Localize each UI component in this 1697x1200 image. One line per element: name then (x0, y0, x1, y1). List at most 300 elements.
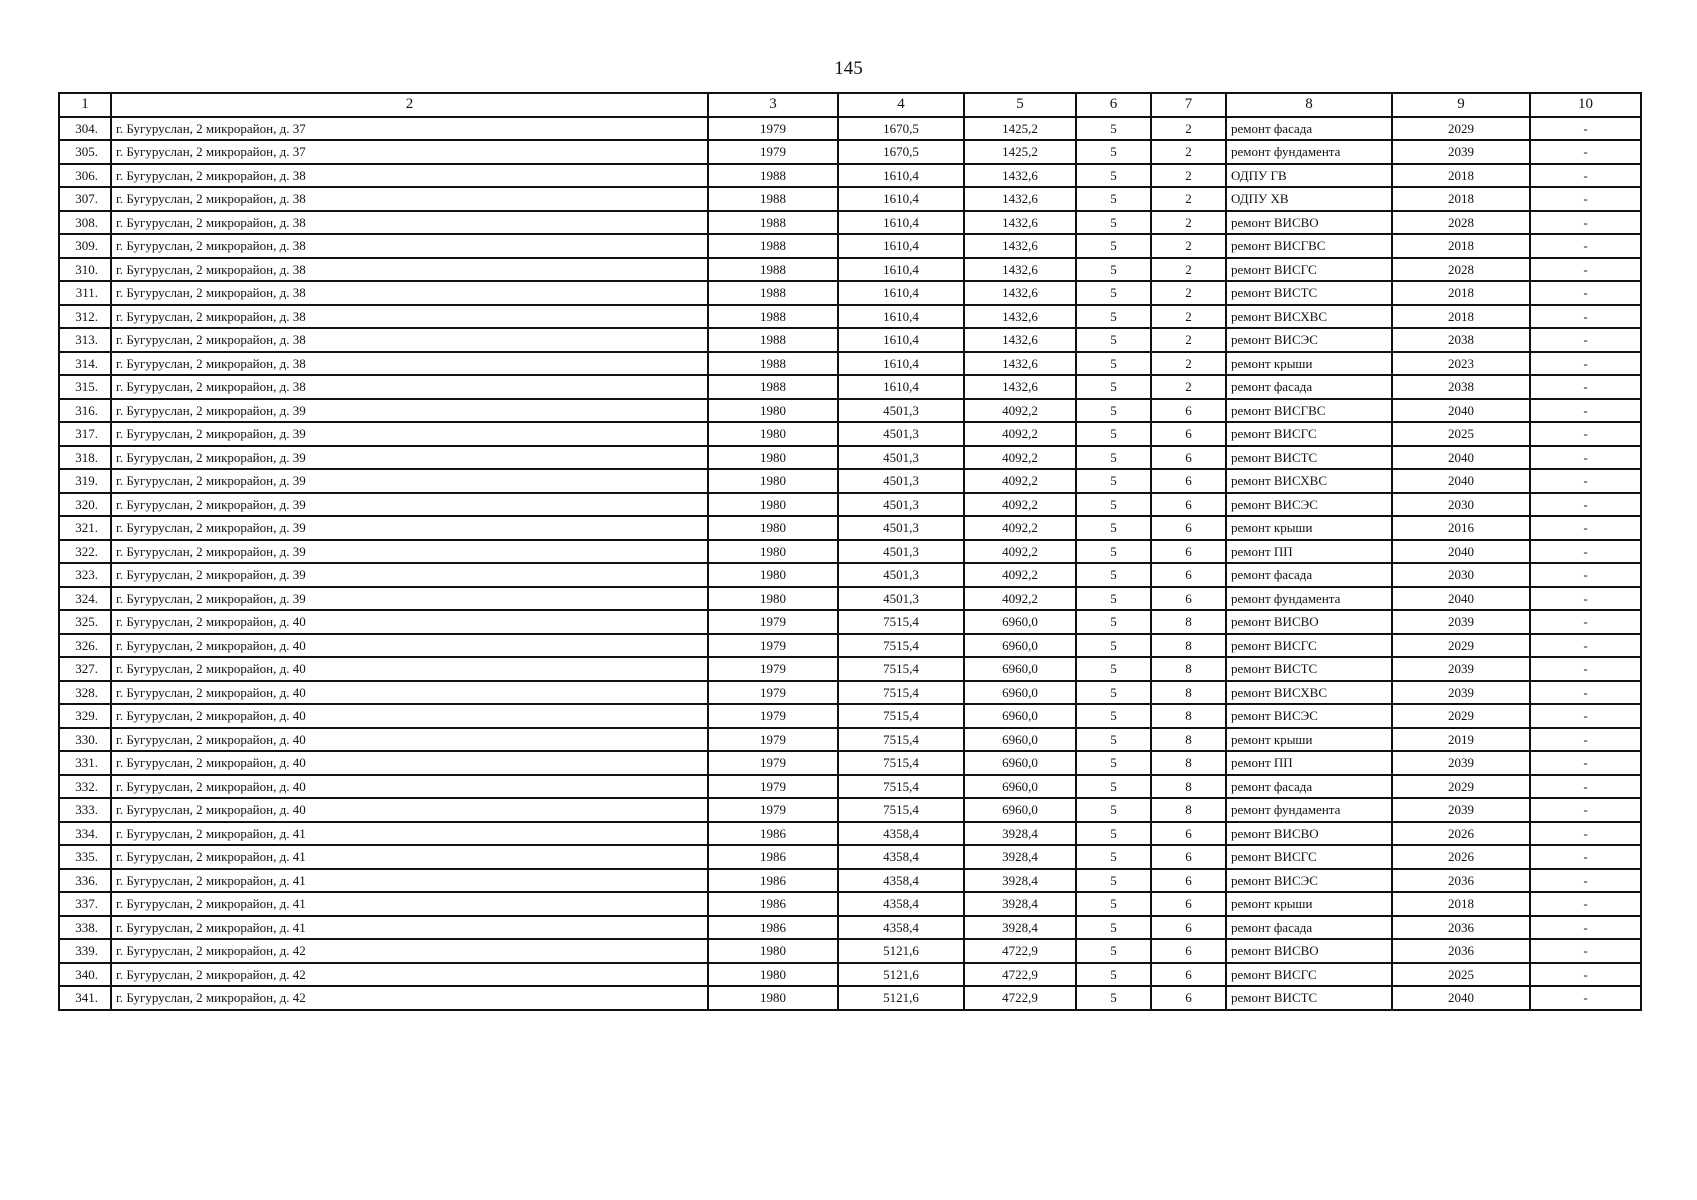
living-area-cell: 6960,0 (964, 704, 1076, 728)
work-type-cell: ремонт ВИСГС (1226, 963, 1392, 987)
note-cell: - (1530, 469, 1641, 493)
table-row (59, 869, 1641, 893)
total-area-cell: 4501,3 (838, 399, 964, 423)
year-cell: 1980 (708, 540, 838, 564)
row-number-cell: 312. (59, 305, 111, 329)
row-number-cell: 316. (59, 399, 111, 423)
address-cell: г. Бугуруслан, 2 микрорайон, д. 39 (111, 563, 708, 587)
work-type-cell: ремонт ВИСВО (1226, 822, 1392, 846)
total-area-cell: 1610,4 (838, 328, 964, 352)
work-type-cell: ремонт ВИСХВС (1226, 469, 1392, 493)
work-type-cell: ремонт ВИСГВС (1226, 234, 1392, 258)
floors-cell: 5 (1076, 516, 1151, 540)
living-area-cell: 1432,6 (964, 305, 1076, 329)
note-cell: - (1530, 540, 1641, 564)
living-area-cell: 1432,6 (964, 328, 1076, 352)
table-row (59, 563, 1641, 587)
year-cell: 1980 (708, 446, 838, 470)
note-cell: - (1530, 728, 1641, 752)
entrances-cell: 6 (1151, 563, 1226, 587)
year-cell: 1988 (708, 234, 838, 258)
floors-cell: 5 (1076, 963, 1151, 987)
header-cell: 4 (838, 93, 964, 117)
living-area-cell: 6960,0 (964, 610, 1076, 634)
work-type-cell: ОДПУ ХВ (1226, 187, 1392, 211)
total-area-cell: 4501,3 (838, 446, 964, 470)
row-number-cell: 307. (59, 187, 111, 211)
address-cell: г. Бугуруслан, 2 микрорайон, д. 41 (111, 822, 708, 846)
note-cell: - (1530, 587, 1641, 611)
year-planned-cell: 2039 (1392, 798, 1530, 822)
note-cell: - (1530, 845, 1641, 869)
work-type-cell: ремонт крыши (1226, 728, 1392, 752)
note-cell: - (1530, 375, 1641, 399)
table-row (59, 681, 1641, 705)
note-cell: - (1530, 657, 1641, 681)
row-number-cell: 339. (59, 939, 111, 963)
row-number-cell: 337. (59, 892, 111, 916)
note-cell: - (1530, 963, 1641, 987)
total-area-cell: 1610,4 (838, 211, 964, 235)
note-cell: - (1530, 140, 1641, 164)
year-planned-cell: 2040 (1392, 446, 1530, 470)
work-type-cell: ремонт ВИСЭС (1226, 328, 1392, 352)
floors-cell: 5 (1076, 751, 1151, 775)
entrances-cell: 2 (1151, 211, 1226, 235)
total-area-cell: 4358,4 (838, 916, 964, 940)
floors-cell: 5 (1076, 305, 1151, 329)
year-cell: 1986 (708, 869, 838, 893)
year-planned-cell: 2038 (1392, 375, 1530, 399)
row-number-cell: 311. (59, 281, 111, 305)
year-planned-cell: 2025 (1392, 422, 1530, 446)
living-area-cell: 4722,9 (964, 963, 1076, 987)
address-cell: г. Бугуруслан, 2 микрорайон, д. 40 (111, 798, 708, 822)
entrances-cell: 8 (1151, 798, 1226, 822)
work-type-cell: ремонт фундамента (1226, 798, 1392, 822)
work-type-cell: ОДПУ ГВ (1226, 164, 1392, 188)
entrances-cell: 8 (1151, 681, 1226, 705)
address-cell: г. Бугуруслан, 2 микрорайон, д. 40 (111, 775, 708, 799)
row-number-cell: 310. (59, 258, 111, 282)
work-type-cell: ремонт ВИСТС (1226, 657, 1392, 681)
row-number-cell: 317. (59, 422, 111, 446)
table-row (59, 963, 1641, 987)
entrances-cell: 2 (1151, 328, 1226, 352)
entrances-cell: 2 (1151, 375, 1226, 399)
living-area-cell: 4092,2 (964, 446, 1076, 470)
entrances-cell: 6 (1151, 516, 1226, 540)
table-row (59, 751, 1641, 775)
work-type-cell: ремонт ВИСХВС (1226, 305, 1392, 329)
year-planned-cell: 2026 (1392, 822, 1530, 846)
work-type-cell: ремонт ВИСТС (1226, 281, 1392, 305)
note-cell: - (1530, 164, 1641, 188)
entrances-cell: 2 (1151, 140, 1226, 164)
year-cell: 1988 (708, 187, 838, 211)
table-row (59, 610, 1641, 634)
floors-cell: 5 (1076, 986, 1151, 1010)
year-cell: 1986 (708, 845, 838, 869)
table-body (59, 117, 1641, 1010)
living-area-cell: 1432,6 (964, 258, 1076, 282)
row-number-cell: 341. (59, 986, 111, 1010)
living-area-cell: 4092,2 (964, 563, 1076, 587)
floors-cell: 5 (1076, 892, 1151, 916)
work-type-cell: ремонт ВИСЭС (1226, 869, 1392, 893)
address-cell: г. Бугуруслан, 2 микрорайон, д. 38 (111, 187, 708, 211)
address-cell: г. Бугуруслан, 2 микрорайон, д. 42 (111, 963, 708, 987)
entrances-cell: 8 (1151, 704, 1226, 728)
note-cell: - (1530, 681, 1641, 705)
floors-cell: 5 (1076, 540, 1151, 564)
floors-cell: 5 (1076, 446, 1151, 470)
header-cell: 3 (708, 93, 838, 117)
year-cell: 1979 (708, 728, 838, 752)
row-number-cell: 328. (59, 681, 111, 705)
entrances-cell: 6 (1151, 939, 1226, 963)
entrances-cell: 6 (1151, 845, 1226, 869)
table-row (59, 305, 1641, 329)
entrances-cell: 6 (1151, 399, 1226, 423)
year-planned-cell: 2029 (1392, 775, 1530, 799)
note-cell: - (1530, 234, 1641, 258)
address-cell: г. Бугуруслан, 2 микрорайон, д. 40 (111, 681, 708, 705)
living-area-cell: 1432,6 (964, 234, 1076, 258)
floors-cell: 5 (1076, 234, 1151, 258)
total-area-cell: 7515,4 (838, 751, 964, 775)
entrances-cell: 6 (1151, 869, 1226, 893)
work-type-cell: ремонт фундамента (1226, 140, 1392, 164)
entrances-cell: 2 (1151, 234, 1226, 258)
floors-cell: 5 (1076, 728, 1151, 752)
note-cell: - (1530, 493, 1641, 517)
row-number-cell: 324. (59, 587, 111, 611)
address-cell: г. Бугуруслан, 2 микрорайон, д. 37 (111, 117, 708, 141)
work-type-cell: ремонт фасада (1226, 563, 1392, 587)
entrances-cell: 8 (1151, 657, 1226, 681)
row-number-cell: 340. (59, 963, 111, 987)
note-cell: - (1530, 516, 1641, 540)
address-cell: г. Бугуруслан, 2 микрорайон, д. 39 (111, 446, 708, 470)
address-cell: г. Бугуруслан, 2 микрорайон, д. 39 (111, 516, 708, 540)
table-row (59, 587, 1641, 611)
note-cell: - (1530, 563, 1641, 587)
note-cell: - (1530, 352, 1641, 376)
header-cell: 2 (111, 93, 708, 117)
table-row (59, 916, 1641, 940)
living-area-cell: 6960,0 (964, 681, 1076, 705)
entrances-cell: 6 (1151, 587, 1226, 611)
floors-cell: 5 (1076, 587, 1151, 611)
floors-cell: 5 (1076, 704, 1151, 728)
table-row (59, 704, 1641, 728)
address-cell: г. Бугуруслан, 2 микрорайон, д. 38 (111, 305, 708, 329)
year-cell: 1988 (708, 375, 838, 399)
floors-cell: 5 (1076, 258, 1151, 282)
table-row (59, 399, 1641, 423)
row-number-cell: 314. (59, 352, 111, 376)
address-cell: г. Бугуруслан, 2 микрорайон, д. 40 (111, 657, 708, 681)
year-cell: 1979 (708, 140, 838, 164)
entrances-cell: 6 (1151, 892, 1226, 916)
year-cell: 1979 (708, 634, 838, 658)
work-type-cell: ремонт ВИСВО (1226, 610, 1392, 634)
note-cell: - (1530, 892, 1641, 916)
table-row (59, 352, 1641, 376)
note-cell: - (1530, 187, 1641, 211)
row-number-cell: 320. (59, 493, 111, 517)
row-number-cell: 319. (59, 469, 111, 493)
living-area-cell: 1432,6 (964, 211, 1076, 235)
year-cell: 1980 (708, 493, 838, 517)
living-area-cell: 4722,9 (964, 939, 1076, 963)
row-number-cell: 315. (59, 375, 111, 399)
year-cell: 1988 (708, 211, 838, 235)
row-number-cell: 325. (59, 610, 111, 634)
row-number-cell: 306. (59, 164, 111, 188)
year-cell: 1988 (708, 352, 838, 376)
table-row (59, 281, 1641, 305)
address-cell: г. Бугуруслан, 2 микрорайон, д. 38 (111, 375, 708, 399)
total-area-cell: 5121,6 (838, 963, 964, 987)
note-cell: - (1530, 328, 1641, 352)
total-area-cell: 4501,3 (838, 540, 964, 564)
floors-cell: 5 (1076, 798, 1151, 822)
floors-cell: 5 (1076, 164, 1151, 188)
note-cell: - (1530, 281, 1641, 305)
floors-cell: 5 (1076, 657, 1151, 681)
entrances-cell: 2 (1151, 352, 1226, 376)
address-cell: г. Бугуруслан, 2 микрорайон, д. 38 (111, 211, 708, 235)
table-row (59, 516, 1641, 540)
year-cell: 1980 (708, 963, 838, 987)
floors-cell: 5 (1076, 117, 1151, 141)
row-number-cell: 309. (59, 234, 111, 258)
year-planned-cell: 2039 (1392, 140, 1530, 164)
row-number-cell: 323. (59, 563, 111, 587)
floors-cell: 5 (1076, 775, 1151, 799)
year-cell: 1979 (708, 681, 838, 705)
entrances-cell: 2 (1151, 187, 1226, 211)
year-planned-cell: 2023 (1392, 352, 1530, 376)
table-row (59, 258, 1641, 282)
total-area-cell: 4358,4 (838, 892, 964, 916)
entrances-cell: 2 (1151, 305, 1226, 329)
total-area-cell: 1610,4 (838, 352, 964, 376)
floors-cell: 5 (1076, 140, 1151, 164)
work-type-cell: ремонт фасада (1226, 117, 1392, 141)
year-cell: 1979 (708, 117, 838, 141)
year-planned-cell: 2040 (1392, 587, 1530, 611)
floors-cell: 5 (1076, 681, 1151, 705)
address-cell: г. Бугуруслан, 2 микрорайон, д. 42 (111, 986, 708, 1010)
floors-cell: 5 (1076, 211, 1151, 235)
table-row (59, 187, 1641, 211)
living-area-cell: 6960,0 (964, 728, 1076, 752)
address-cell: г. Бугуруслан, 2 микрорайон, д. 40 (111, 634, 708, 658)
entrances-cell: 6 (1151, 422, 1226, 446)
table-row (59, 234, 1641, 258)
floors-cell: 5 (1076, 845, 1151, 869)
total-area-cell: 4501,3 (838, 469, 964, 493)
address-cell: г. Бугуруслан, 2 микрорайон, д. 41 (111, 892, 708, 916)
table-row (59, 422, 1641, 446)
header-cell: 10 (1530, 93, 1641, 117)
year-planned-cell: 2040 (1392, 540, 1530, 564)
year-cell: 1986 (708, 916, 838, 940)
living-area-cell: 4722,9 (964, 986, 1076, 1010)
header-cell: 9 (1392, 93, 1530, 117)
living-area-cell: 6960,0 (964, 798, 1076, 822)
entrances-cell: 6 (1151, 446, 1226, 470)
row-number-cell: 334. (59, 822, 111, 846)
work-type-cell: ремонт фасада (1226, 375, 1392, 399)
row-number-cell: 321. (59, 516, 111, 540)
floors-cell: 5 (1076, 634, 1151, 658)
work-type-cell: ремонт ВИСЭС (1226, 493, 1392, 517)
year-cell: 1979 (708, 610, 838, 634)
note-cell: - (1530, 634, 1641, 658)
entrances-cell: 2 (1151, 281, 1226, 305)
work-type-cell: ремонт фасада (1226, 775, 1392, 799)
year-cell: 1980 (708, 399, 838, 423)
address-cell: г. Бугуруслан, 2 микрорайон, д. 40 (111, 728, 708, 752)
work-type-cell: ремонт ВИСТС (1226, 446, 1392, 470)
year-planned-cell: 2018 (1392, 187, 1530, 211)
work-type-cell: ремонт крыши (1226, 516, 1392, 540)
total-area-cell: 5121,6 (838, 986, 964, 1010)
address-cell: г. Бугуруслан, 2 микрорайон, д. 38 (111, 164, 708, 188)
note-cell: - (1530, 751, 1641, 775)
total-area-cell: 7515,4 (838, 704, 964, 728)
total-area-cell: 4358,4 (838, 845, 964, 869)
year-planned-cell: 2039 (1392, 681, 1530, 705)
work-type-cell: ремонт ВИСГС (1226, 845, 1392, 869)
table-row (59, 117, 1641, 141)
floors-cell: 5 (1076, 328, 1151, 352)
note-cell: - (1530, 822, 1641, 846)
living-area-cell: 3928,4 (964, 822, 1076, 846)
total-area-cell: 4501,3 (838, 587, 964, 611)
living-area-cell: 6960,0 (964, 775, 1076, 799)
floors-cell: 5 (1076, 469, 1151, 493)
address-cell: г. Бугуруслан, 2 микрорайон, д. 40 (111, 751, 708, 775)
table-row (59, 939, 1641, 963)
total-area-cell: 1610,4 (838, 187, 964, 211)
year-cell: 1979 (708, 775, 838, 799)
year-planned-cell: 2029 (1392, 704, 1530, 728)
total-area-cell: 4501,3 (838, 422, 964, 446)
table-row (59, 140, 1641, 164)
total-area-cell: 4501,3 (838, 516, 964, 540)
table-row (59, 446, 1641, 470)
address-cell: г. Бугуруслан, 2 микрорайон, д. 39 (111, 493, 708, 517)
year-planned-cell: 2019 (1392, 728, 1530, 752)
entrances-cell: 8 (1151, 610, 1226, 634)
entrances-cell: 8 (1151, 728, 1226, 752)
address-cell: г. Бугуруслан, 2 микрорайон, д. 42 (111, 939, 708, 963)
repair-schedule-table (58, 92, 1642, 1011)
total-area-cell: 7515,4 (838, 798, 964, 822)
floors-cell: 5 (1076, 493, 1151, 517)
table-row (59, 211, 1641, 235)
year-cell: 1980 (708, 563, 838, 587)
table-row (59, 728, 1641, 752)
year-planned-cell: 2036 (1392, 939, 1530, 963)
header-cell: 1 (59, 93, 111, 117)
entrances-cell: 6 (1151, 986, 1226, 1010)
year-planned-cell: 2028 (1392, 211, 1530, 235)
table-row (59, 822, 1641, 846)
header-cell: 6 (1076, 93, 1151, 117)
table-row (59, 164, 1641, 188)
address-cell: г. Бугуруслан, 2 микрорайон, д. 40 (111, 610, 708, 634)
year-planned-cell: 2030 (1392, 493, 1530, 517)
year-planned-cell: 2030 (1392, 563, 1530, 587)
year-planned-cell: 2028 (1392, 258, 1530, 282)
row-number-cell: 304. (59, 117, 111, 141)
floors-cell: 5 (1076, 187, 1151, 211)
living-area-cell: 1432,6 (964, 164, 1076, 188)
entrances-cell: 6 (1151, 540, 1226, 564)
table-row (59, 634, 1641, 658)
year-cell: 1988 (708, 258, 838, 282)
work-type-cell: ремонт ВИСВО (1226, 939, 1392, 963)
work-type-cell: ремонт ВИСТС (1226, 986, 1392, 1010)
year-planned-cell: 2039 (1392, 657, 1530, 681)
row-number-cell: 326. (59, 634, 111, 658)
address-cell: г. Бугуруслан, 2 микрорайон, д. 39 (111, 540, 708, 564)
row-number-cell: 329. (59, 704, 111, 728)
year-cell: 1988 (708, 164, 838, 188)
living-area-cell: 3928,4 (964, 916, 1076, 940)
year-cell: 1979 (708, 751, 838, 775)
address-cell: г. Бугуруслан, 2 микрорайон, д. 39 (111, 422, 708, 446)
header-cell: 8 (1226, 93, 1392, 117)
address-cell: г. Бугуруслан, 2 микрорайон, д. 39 (111, 469, 708, 493)
year-cell: 1979 (708, 657, 838, 681)
year-planned-cell: 2040 (1392, 986, 1530, 1010)
living-area-cell: 1425,2 (964, 117, 1076, 141)
living-area-cell: 6960,0 (964, 634, 1076, 658)
work-type-cell: ремонт фундамента (1226, 587, 1392, 611)
living-area-cell: 1432,6 (964, 375, 1076, 399)
entrances-cell: 8 (1151, 634, 1226, 658)
entrances-cell: 8 (1151, 775, 1226, 799)
floors-cell: 5 (1076, 916, 1151, 940)
work-type-cell: ремонт ПП (1226, 751, 1392, 775)
year-cell: 1980 (708, 587, 838, 611)
living-area-cell: 1425,2 (964, 140, 1076, 164)
year-planned-cell: 2018 (1392, 892, 1530, 916)
year-planned-cell: 2016 (1392, 516, 1530, 540)
total-area-cell: 5121,6 (838, 939, 964, 963)
row-number-cell: 322. (59, 540, 111, 564)
note-cell: - (1530, 305, 1641, 329)
year-cell: 1980 (708, 469, 838, 493)
table-row (59, 493, 1641, 517)
year-planned-cell: 2026 (1392, 845, 1530, 869)
address-cell: г. Бугуруслан, 2 микрорайон, д. 41 (111, 845, 708, 869)
row-number-cell: 318. (59, 446, 111, 470)
year-cell: 1980 (708, 986, 838, 1010)
address-cell: г. Бугуруслан, 2 микрорайон, д. 39 (111, 399, 708, 423)
total-area-cell: 1610,4 (838, 305, 964, 329)
work-type-cell: ремонт фасада (1226, 916, 1392, 940)
living-area-cell: 3928,4 (964, 869, 1076, 893)
living-area-cell: 4092,2 (964, 540, 1076, 564)
